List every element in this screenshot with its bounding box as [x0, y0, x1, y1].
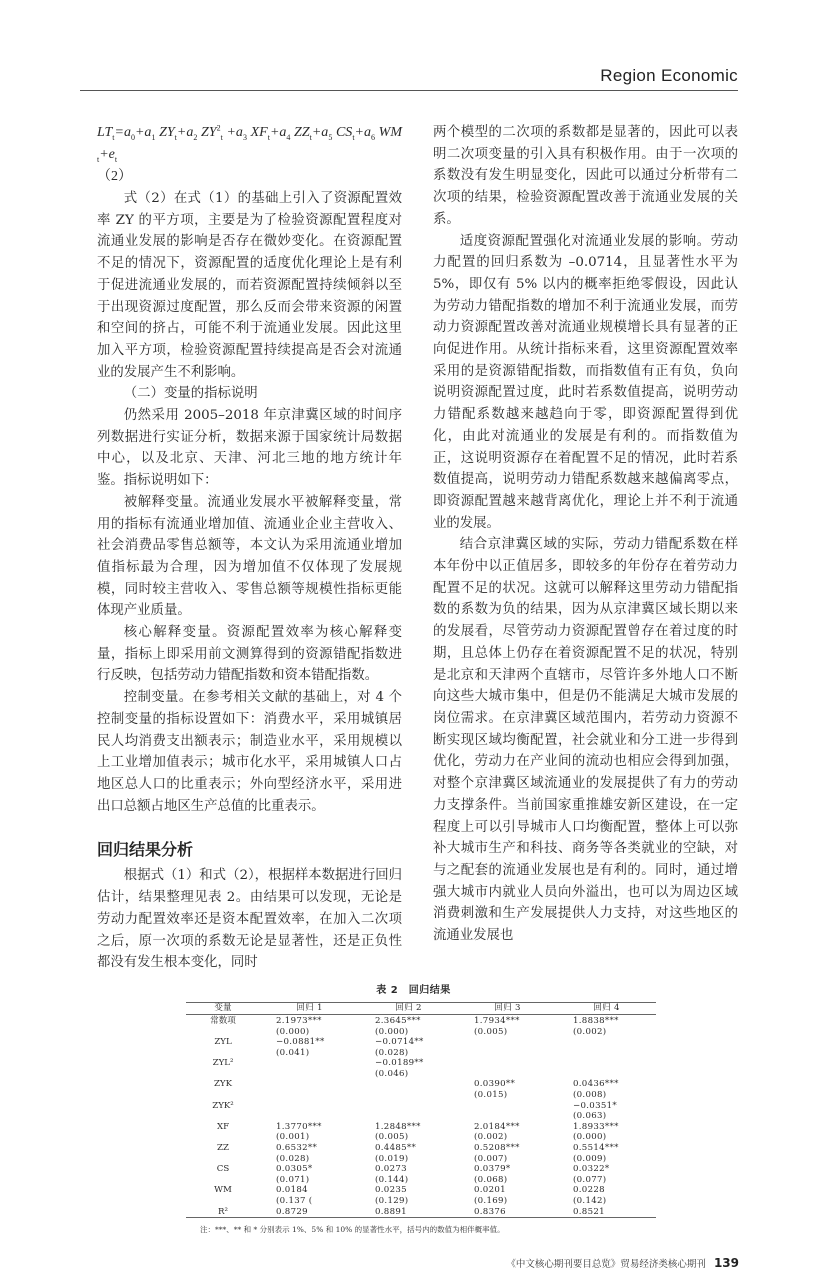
value-cell: 0.0436***	[573, 1079, 619, 1090]
value-cell: (0.019)	[375, 1153, 409, 1164]
value-cell: (0.007)	[474, 1153, 508, 1164]
equation-term: ZY	[155, 125, 175, 140]
value-cell	[557, 1037, 656, 1048]
value-cell: (0.077)	[573, 1174, 607, 1185]
subscript: 2	[193, 132, 198, 142]
subscript: 0	[130, 132, 135, 142]
value-cell	[359, 1101, 458, 1112]
equation-term: WM	[375, 125, 402, 140]
subscript: t	[267, 132, 270, 142]
value-cell: 0.6532**	[276, 1143, 318, 1154]
value-cell	[557, 1069, 656, 1080]
table-row	[186, 1164, 656, 1175]
table-header-cell: 回归 4	[593, 1002, 620, 1013]
value-cell: (0.028)	[276, 1153, 310, 1164]
table-row	[186, 1027, 656, 1038]
paragraph: 适度资源配置强化对流通业发展的影响。劳动力配置的回归系数为 –0.0714，且显著性水平为 5%，即仅有 5% 以内的概率拒绝零假设，因此认为劳动力错配指数的增加不利于流通业发展，而劳动力资源配置改善对流通业规模增长具有显著的正向促进作用。从统计指标来看，这里资源配置效率采用的是资源错配指数，而指数值有正有负，负向说明资源配置过度，此时若系数值提高，说明劳动力错配系数越来越趋向于零，即资源配置得到优化，由此对流通业的发展是有利的。而指数值为正，这说明资源存在着配置不足的情况，此时若系数值提高，说明劳动力错配系数越来越偏离零点，即资源配置越来越背离优化，理论上并不利于流通业的发展。	[433, 233, 738, 531]
table-note: 注：***、** 和 * 分别表示 1%、5% 和 10% 的显著性水平，括号内的数值为相伴概率值。	[200, 1225, 505, 1235]
variable-cell	[186, 1154, 260, 1165]
value-cell: 0.0305*	[276, 1164, 313, 1175]
table-row	[186, 1122, 656, 1133]
value-cell: (0.068)	[474, 1174, 508, 1185]
equation-number: （2）	[97, 169, 132, 184]
equation-term: +a	[176, 125, 194, 140]
value-cell: 0.0184	[276, 1185, 308, 1196]
two-column-body	[97, 122, 738, 974]
value-cell	[458, 1058, 557, 1069]
value-cell	[359, 1111, 458, 1122]
paragraph: 被解释变量。流通业发展水平被解释变量，常用的指标有流通业增加值、流通业企业主营收入、社会消费品零售总额等，本文认为采用流通业增加值指标最为合理，因为增加值不仅体现了发展规模，同时较主营收入、零售总额等规模性指标更能体现产业质量。	[97, 494, 402, 619]
value-cell	[458, 1101, 557, 1112]
value-cell: (0.002)	[573, 1026, 607, 1037]
value-cell: (0.005)	[375, 1132, 409, 1143]
value-cell	[557, 1058, 656, 1069]
equation-term: ZY	[197, 125, 217, 140]
variable-cell	[186, 1090, 260, 1101]
value-cell: (0.008)	[573, 1090, 607, 1101]
paragraph: 两个模型的二次项的系数都是显著的，因此可以表明二次项变量的引入具有积极作用。由于一次项的系数没有发生明显变化，因此可以通过分析带有二次项的结果，检验资源配置改善于流通业发展的关系。	[433, 125, 738, 227]
subscript: 1	[151, 132, 156, 142]
value-cell: 0.8376	[474, 1206, 506, 1217]
equation-term: +a	[311, 125, 329, 140]
variable-cell: CS	[216, 1164, 230, 1175]
table-row	[186, 1143, 656, 1154]
equation-term: +e	[99, 147, 115, 162]
equation-term: CS	[332, 125, 353, 140]
value-cell: (0.142)	[573, 1196, 607, 1206]
table-row	[186, 1132, 656, 1143]
value-cell: 2.1973***	[276, 1015, 322, 1026]
section-heading: 回归结果分析	[97, 840, 194, 860]
table-row	[186, 1058, 656, 1069]
right-column	[433, 122, 738, 974]
equation-term: =a	[114, 125, 131, 140]
table-row	[186, 1037, 656, 1048]
table-title: 表 2 回归结果	[376, 984, 451, 996]
paragraph: 核心解释变量。资源配置效率为核心解释变量，指标上即采用前文测算得到的资源错配指数进行反映，包括劳动力错配指数和资本错配指数。	[97, 625, 402, 684]
value-cell: 2.0184***	[474, 1121, 520, 1132]
subscript: t	[97, 154, 100, 164]
superscript: 2	[216, 123, 221, 133]
value-cell	[260, 1101, 359, 1112]
value-cell: (0.028)	[375, 1047, 409, 1058]
subscript: t	[352, 132, 355, 142]
subsection-heading: （二）变量的指标说明	[123, 386, 258, 402]
value-cell: 1.7934***	[474, 1015, 520, 1026]
value-cell: 0.0379*	[474, 1164, 511, 1175]
value-cell: 1.8933***	[573, 1121, 619, 1132]
table-header-cell: 回归 2	[395, 1002, 422, 1013]
subscript: 4	[286, 132, 291, 142]
table-row	[186, 1196, 656, 1207]
running-header	[0, 0, 827, 91]
value-cell: (0.000)	[276, 1026, 310, 1037]
subscript: t	[220, 132, 223, 142]
value-cell: (0.071)	[276, 1174, 310, 1185]
paragraph: 仍然采用 2005–2018 年京津冀区域的时间序列数据进行实证分析，数据来源于国家统计局数据中心，以及北京、天津、河北三地的地方统计年鉴。指标说明如下：	[97, 408, 402, 489]
value-cell	[458, 1069, 557, 1080]
table-body	[186, 1015, 656, 1217]
value-cell: 0.8891	[375, 1206, 407, 1217]
table-row	[186, 1154, 656, 1165]
variable-cell	[186, 1027, 260, 1038]
value-cell	[458, 1037, 557, 1048]
value-cell: 0.0273	[375, 1164, 407, 1175]
paragraph: 控制变量。在参考相关文献的基础上，对 4 个控制变量的指标设置如下：消费水平，采用城镇居民人均消费支出额表示；制造业水平，采用规模以上工业增加值表示；城市化水平，采用城镇人口占地区总人口的比重表示；外向型经济水平，采用进出口总额占地区生产总值的比重表示。	[97, 690, 402, 814]
value-cell: (0.046)	[375, 1068, 409, 1079]
value-cell	[458, 1111, 557, 1122]
value-cell: −0.0351*	[573, 1100, 617, 1111]
table-header-cell: 变量	[214, 1002, 232, 1013]
value-cell: (0.001)	[276, 1132, 310, 1143]
variable-cell	[186, 1111, 260, 1122]
value-cell: (0.015)	[474, 1090, 508, 1101]
value-cell: 0.0235	[375, 1185, 407, 1196]
value-cell: (0.129)	[375, 1196, 409, 1206]
value-cell: −0.0189**	[375, 1058, 424, 1069]
value-cell: (0.005)	[474, 1026, 508, 1037]
variable-cell: R²	[218, 1206, 228, 1217]
table-row	[186, 1111, 656, 1122]
paragraph: 式（2）在式（1）的基础上引入了资源配置效率 ZY 的平方项，主要是为了检验资源配置程度对流通业发展的影响是否存在微妙变化。在资源配置不足的情况下，资源配置的适度优化理论上是有利于促进流通业发展的，而若资源配置持续倾斜以至于出现资源过度配置，那么反而会带来资源的闲置和空间的挤占，可能不利于流通业发展。因此这里加入平方项，检验资源配置持续提高是否会对流通业的发展产生不利影响。	[97, 191, 402, 380]
value-cell	[458, 1048, 557, 1059]
table-row	[186, 1048, 656, 1059]
value-cell	[260, 1111, 359, 1122]
variable-cell	[186, 1196, 260, 1207]
equation-term: +a	[269, 125, 287, 140]
regression-table	[186, 1002, 656, 1218]
table-row	[186, 1090, 656, 1101]
variable-cell	[186, 1069, 260, 1080]
equation-body	[97, 122, 402, 166]
value-cell: 2.3645***	[375, 1015, 421, 1026]
value-cell: 0.0322*	[573, 1164, 610, 1175]
value-cell: (0.169)	[474, 1196, 508, 1206]
subscript: 3	[242, 132, 247, 142]
paragraph: 结合京津冀区域的实际，劳动力错配系数在样本年份中以正值居多，即较多的年份存在着劳动力配置不足的状况。这就可以解释这里劳动力错配指数的系数为负的结果，因为从京津冀区域长期以来的发展看，尽管劳动力资源配置曾存在着过度的时期，且总体上仍存在着资源配置不足的状况，特别是北京和天津两个直辖市，尽管许多外地人口不断向这些大城市集中，但是仍不能满足大城市发展的岗位需求。在京津冀区域范围内，若劳动力资源不断实现区域均衡配置，社会就业和分工进一步得到优化，劳动力在产业间的流动也相应会得到加强，对整个京津冀区域流通业的发展提供了有力的劳动力支撑条件。当前国家重推雄安新区建设，在一定程度上可以引导城市人口均衡配置，整体上可以弥补大城市生产和科技、商务等各类就业的空缺，对与之配套的流通业发展也是有利的。同时，通过增强大城市内就业人员向外溢出，也可以为周边区域消费刺激和生产发展提供人力支持，对这些地区的流通业发展也	[433, 537, 738, 944]
value-cell: (0.000)	[375, 1026, 409, 1037]
variable-cell: ZYL	[214, 1037, 232, 1048]
page-number: 139	[713, 1256, 739, 1271]
value-cell	[359, 1079, 458, 1090]
value-cell	[557, 1048, 656, 1059]
value-cell	[260, 1058, 359, 1069]
value-cell: 1.2848***	[375, 1121, 421, 1132]
table-row	[186, 1079, 656, 1090]
variable-cell: 常数项	[210, 1015, 236, 1026]
value-cell: (0.041)	[276, 1047, 310, 1058]
value-cell: 0.0390**	[474, 1079, 516, 1090]
subscript: t	[114, 154, 118, 164]
equation-term: +a	[134, 125, 152, 140]
value-cell: 1.8838***	[573, 1015, 619, 1026]
value-cell: (0.000)	[573, 1132, 607, 1143]
table-bottom-rule	[186, 1217, 656, 1218]
value-cell: 0.8521	[573, 1206, 605, 1217]
value-cell: 0.0201	[474, 1185, 506, 1196]
equation-term: ZZ	[290, 125, 310, 140]
variable-cell	[186, 1132, 260, 1143]
header-rule	[80, 90, 738, 91]
value-cell: 0.4485**	[375, 1143, 417, 1154]
variable-cell: XF	[216, 1121, 230, 1132]
equation-term: XF	[246, 125, 268, 140]
value-cell: (0.002)	[474, 1132, 508, 1143]
subscript: t	[174, 132, 177, 142]
subscript: t	[309, 132, 312, 142]
subscript: t	[112, 132, 115, 142]
table-row	[186, 1185, 656, 1196]
value-cell: (0.009)	[573, 1153, 607, 1164]
value-cell: (0.063)	[573, 1111, 607, 1122]
journal-label: 《中文核心期刊要目总览》贸易经济类核心期刊	[506, 1259, 706, 1271]
subscript: 5	[328, 132, 333, 142]
value-cell	[260, 1069, 359, 1080]
variable-cell: ZYK	[213, 1079, 233, 1090]
equation-term: +a	[222, 125, 243, 140]
table-row	[186, 1175, 656, 1186]
table-header-cell: 回归 1	[296, 1002, 323, 1013]
variable-cell	[186, 1175, 260, 1186]
value-cell: (0.137 (	[276, 1196, 313, 1206]
value-cell	[260, 1079, 359, 1090]
equation-term: LT	[97, 125, 113, 140]
variable-cell: ZYK²	[212, 1100, 234, 1111]
subscript: 6	[371, 132, 375, 142]
value-cell: (0.144)	[375, 1174, 409, 1185]
value-cell	[359, 1090, 458, 1101]
value-cell: 0.8729	[276, 1206, 308, 1217]
variable-cell: ZZ	[217, 1143, 229, 1154]
left-column	[97, 122, 402, 974]
table-row	[186, 1207, 656, 1218]
value-cell: 1.3770***	[276, 1121, 322, 1132]
table-header-row	[186, 1003, 656, 1014]
value-cell: 0.5208***	[474, 1143, 520, 1154]
value-cell: −0.0714**	[375, 1037, 424, 1048]
table-row	[186, 1016, 656, 1027]
value-cell: 0.0228	[573, 1185, 605, 1196]
value-cell: 0.5514***	[573, 1143, 619, 1154]
paragraph: 根据式（1）和式（2），根据样本数据进行回归估计，结果整理见表 2。由结果可以发现，无论是劳动力配置效率还是资本配置效率，在加入二次项之后，原一次项的系数无论是显著性，还是正负性都没有发生根本变化，同时	[97, 868, 402, 971]
table-header-cell: 回归 3	[494, 1002, 521, 1013]
variable-cell: WM	[214, 1185, 232, 1196]
variable-cell	[186, 1048, 260, 1059]
value-cell: −0.0881**	[276, 1037, 325, 1048]
table-row	[186, 1069, 656, 1080]
page-footer	[0, 1255, 739, 1273]
running-header-title: Region Economic	[600, 66, 738, 85]
variable-cell: ZYL²	[212, 1058, 234, 1069]
equation-term: +a	[354, 125, 371, 140]
table-row	[186, 1101, 656, 1112]
equation-2	[97, 122, 402, 188]
value-cell	[260, 1090, 359, 1101]
